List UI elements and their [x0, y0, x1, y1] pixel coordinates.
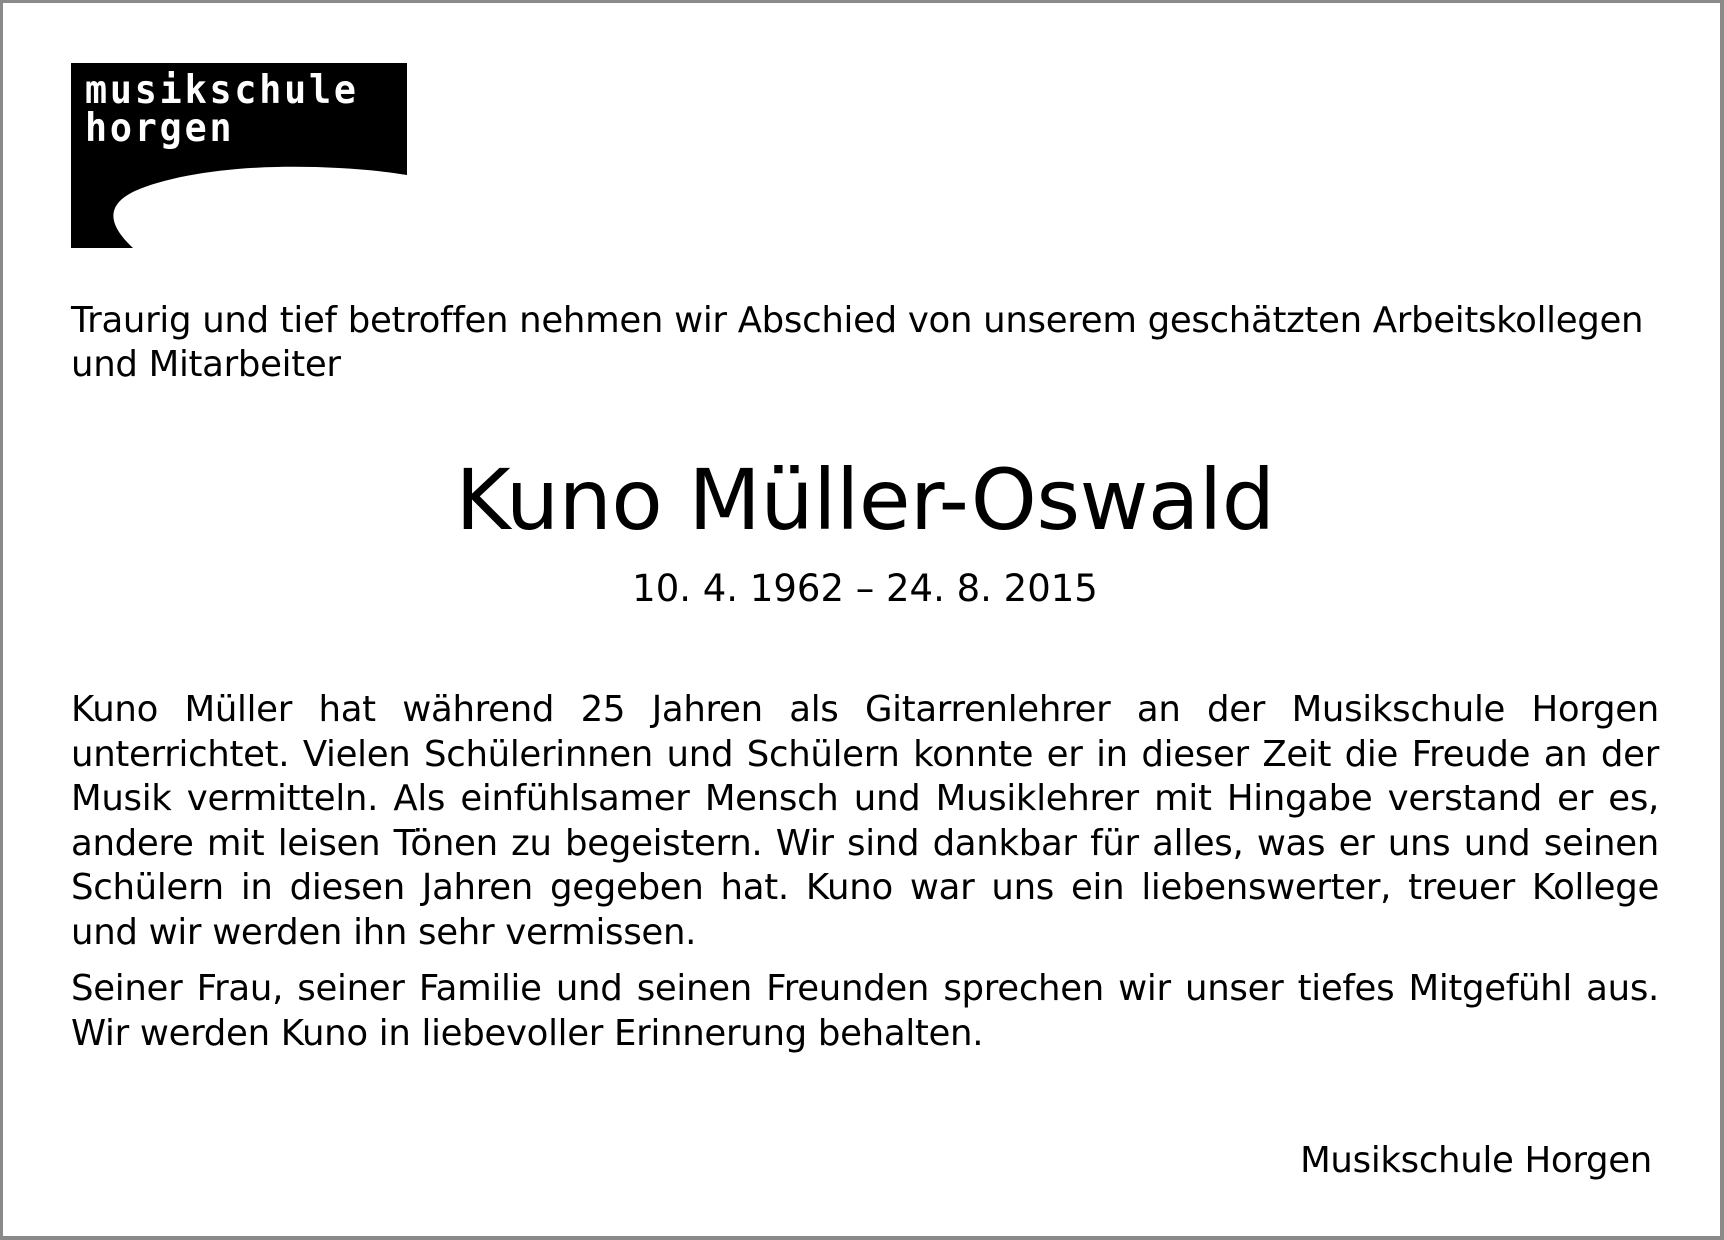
body-paragraph-1: Kuno Müller hat während 25 Jahren als Gitarrenlehrer an der Musikschule Horgen unterrichtet. Vielen Schülerinnen und Schülern konnte er in dieser Zeit die Freude an der Musik vermitteln. Als einfühlsamer Mensch und Musiklehrer mit Hingabe verstand er es, andere mit leisen Tönen zu begeistern. Wir sind dankbar für alles, was er uns und seinen Schülern in diesen Jahren gegeben hat. Kuno war uns ein liebenswerter, treuer Kollege und wir werden ihn sehr vermissen. [71, 689, 1659, 953]
deceased-name: Kuno Müller-Oswald [455, 451, 1275, 549]
body-paragraph-2: Seiner Frau, seiner Familie und seinen Freunden sprechen wir unser tiefes Mitgefühl aus. Wir werden Kuno in liebevoller Erinnerung behalten. [71, 968, 1659, 1054]
intro-text: Traurig und tief betroffen nehmen wir Abschied von unserem geschätzten Arbeitskollegen und Mitarbeiter [71, 300, 1644, 385]
life-dates: 10. 4. 1962 – 24. 8. 2015 [632, 567, 1098, 610]
signature: Musikschule Horgen [1300, 1140, 1652, 1181]
obituary-body [71, 688, 1659, 1056]
musikschule-horgen-logo [71, 63, 407, 248]
logo-text-line-1: musikschule [85, 68, 359, 113]
logo-text-line-2: horgen [85, 106, 235, 151]
